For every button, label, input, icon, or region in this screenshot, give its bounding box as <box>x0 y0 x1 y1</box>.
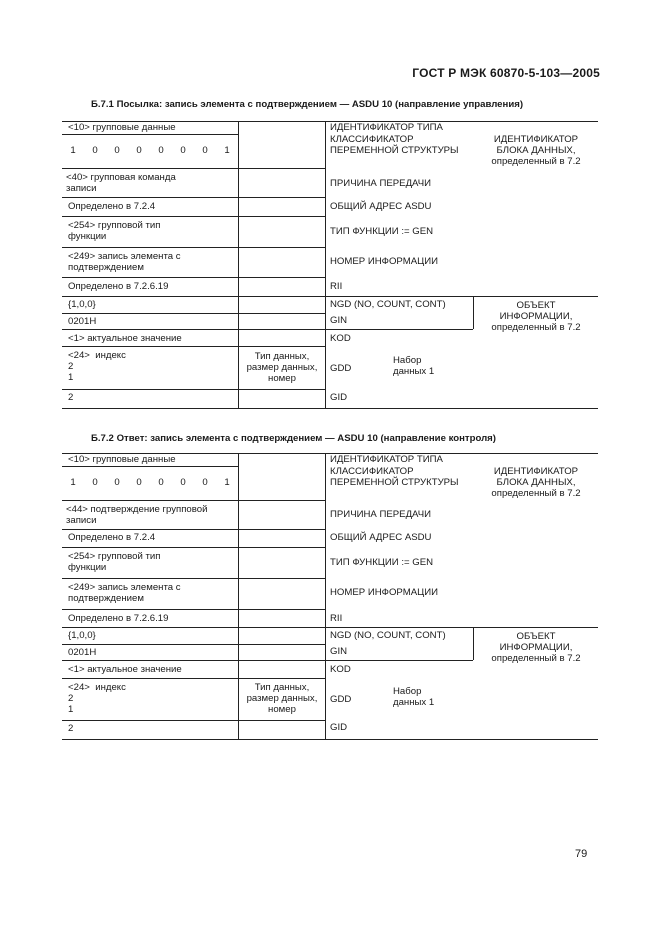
table-rule <box>62 578 325 579</box>
gid-label: GID <box>330 392 348 403</box>
bit-cell: 0 <box>114 477 120 488</box>
table-rule <box>62 408 598 409</box>
rii-label: RII <box>330 613 343 624</box>
data-block-id-label: ИДЕНТИФИКАТОР БЛОКА ДАННЫХ, определенный в 7.2 <box>491 466 581 499</box>
table-rule <box>62 346 325 347</box>
type-id-label: ИДЕНТИФИКАТОР ТИПА <box>330 122 443 133</box>
table-rule <box>62 547 325 548</box>
bit-cell: 0 <box>180 477 186 488</box>
gin-cell: 0201H <box>68 316 97 327</box>
table-rule <box>62 277 325 278</box>
bit-cell: 0 <box>158 145 164 156</box>
bit-cell: 0 <box>202 477 208 488</box>
vsq-label: КЛАССИФИКАТОР ПЕРЕМЕННОЙ СТРУКТУРЫ <box>330 134 459 156</box>
gid-label: GID <box>330 722 348 733</box>
bit-cell: 0 <box>202 145 208 156</box>
gdd-cell: <24> индекс 2 1 <box>68 350 126 383</box>
ngd-label: NGD (NO, COUNT, CONT) <box>330 299 446 310</box>
table-rule <box>62 296 598 297</box>
vsq-label: КЛАССИФИКАТОР ПЕРЕМЕННОЙ СТРУКТУРЫ <box>330 466 459 488</box>
table-rule <box>62 329 473 330</box>
bit-cell: 0 <box>158 477 164 488</box>
gin-label: GIN <box>330 646 348 657</box>
kod-label: KOD <box>330 333 351 344</box>
ngd-cell: {1,0,0} <box>68 630 96 641</box>
dataset-label: Набор данных 1 <box>393 355 435 377</box>
kod-label: KOD <box>330 664 351 675</box>
rii-cell: Определено в 7.2.6.19 <box>68 613 169 624</box>
page-number: 79 <box>575 848 588 860</box>
info-number-cell: <249> запись элемента с подтверждением <box>68 251 181 273</box>
gdd-label: GDD <box>330 694 352 705</box>
bit-cell: 1 <box>224 145 230 156</box>
table-rule <box>62 197 325 198</box>
function-type-cell: <254> групповой тип функции <box>68 551 161 573</box>
gin-label: GIN <box>330 315 348 326</box>
function-type-label: ТИП ФУНКЦИИ := GEN <box>330 557 434 568</box>
table-rule <box>62 720 325 721</box>
data-block-id-label: ИДЕНТИФИКАТОР БЛОКА ДАННЫХ, определенный в 7.2 <box>491 134 581 167</box>
gdd-type-cell: Тип данных, размер данных, номер <box>246 351 318 384</box>
cause-cell: <40> групповая команда записи <box>66 172 176 194</box>
table-rule <box>62 678 325 679</box>
common-address-cell: Определено в 7.2.4 <box>68 201 156 212</box>
group-data-cell: <10> групповые данные <box>68 122 176 133</box>
bit-cell: 0 <box>92 145 98 156</box>
table-rule <box>62 247 325 248</box>
ngd-cell: {1,0,0} <box>68 299 96 310</box>
table-rule <box>62 529 325 530</box>
kod-cell: <1> актуальное значение <box>68 664 182 675</box>
function-type-cell: <254> групповой тип функции <box>68 220 161 242</box>
table-rule <box>62 466 238 467</box>
table-rule <box>62 609 325 610</box>
gid-cell: 2 <box>68 392 74 403</box>
cause-cell: <44> подтверждение групповой записи <box>66 504 208 526</box>
bit-cell: 0 <box>136 145 142 156</box>
group-data-cell: <10> групповые данные <box>68 454 176 465</box>
table-rule <box>62 500 325 501</box>
bit-cell: 1 <box>224 477 230 488</box>
info-number-label: НОМЕР ИНФОРМАЦИИ <box>330 587 438 598</box>
function-type-label: ТИП ФУНКЦИИ := GEN <box>330 226 434 237</box>
table-rule <box>62 644 325 645</box>
ngd-label: NGD (NO, COUNT, CONT) <box>330 630 446 641</box>
section-title: Б.7.1 Посылка: запись элемента с подтверждением — ASDU 10 (направление управления) <box>91 99 524 110</box>
table-rule <box>62 216 325 217</box>
table-rule <box>62 660 473 661</box>
gdd-type-cell: Тип данных, размер данных, номер <box>246 682 318 715</box>
section-title: Б.7.2 Ответ: запись элемента с подтверждением — ASDU 10 (направление контроля) <box>91 433 496 444</box>
table-rule <box>62 313 325 314</box>
bit-cell: 0 <box>92 477 98 488</box>
document-header: ГОСТ Р МЭК 60870-5-103—2005 <box>412 66 600 80</box>
info-object-label: ОБЪЕКТ ИНФОРМАЦИИ, определенный в 7.2 <box>491 300 581 333</box>
cot-label: ПРИЧИНА ПЕРЕДАЧИ <box>330 178 432 189</box>
dataset-label: Набор данных 1 <box>393 686 435 708</box>
table-rule <box>62 739 598 740</box>
info-object-label: ОБЪЕКТ ИНФОРМАЦИИ, определенный в 7.2 <box>491 631 581 664</box>
cot-label: ПРИЧИНА ПЕРЕДАЧИ <box>330 509 432 520</box>
info-number-cell: <249> запись элемента с подтверждением <box>68 582 181 604</box>
common-address-label: ОБЩИЙ АДРЕС ASDU <box>330 532 432 543</box>
table-rule <box>62 389 325 390</box>
bit-cell: 0 <box>180 145 186 156</box>
bit-cell: 0 <box>114 145 120 156</box>
kod-cell: <1> актуальное значение <box>68 333 182 344</box>
gdd-label: GDD <box>330 363 352 374</box>
bit-cell: 0 <box>136 477 142 488</box>
common-address-label: ОБЩИЙ АДРЕС ASDU <box>330 201 432 212</box>
table-rule <box>62 134 238 135</box>
bit-cell: 1 <box>70 477 76 488</box>
gid-cell: 2 <box>68 723 74 734</box>
info-number-label: НОМЕР ИНФОРМАЦИИ <box>330 256 438 267</box>
table-rule <box>62 627 598 628</box>
bit-cell: 1 <box>70 145 76 156</box>
table-rule <box>62 168 325 169</box>
rii-cell: Определено в 7.2.6.19 <box>68 281 169 292</box>
type-id-label: ИДЕНТИФИКАТОР ТИПА <box>330 454 443 465</box>
rii-label: RII <box>330 281 343 292</box>
gdd-cell: <24> индекс 2 1 <box>68 682 126 715</box>
common-address-cell: Определено в 7.2.4 <box>68 532 156 543</box>
gin-cell: 0201H <box>68 647 97 658</box>
